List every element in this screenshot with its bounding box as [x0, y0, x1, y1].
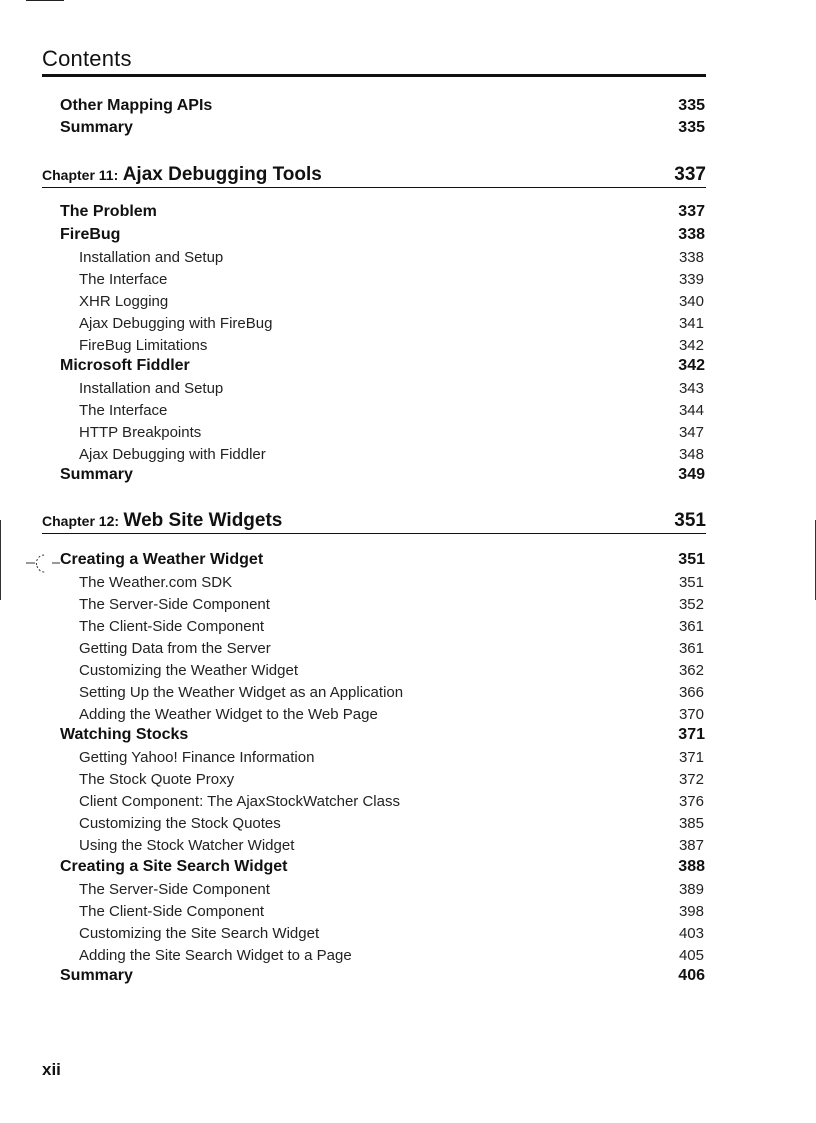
toc-entry-page: 361 — [678, 640, 704, 657]
toc-entry-page: 388 — [678, 858, 705, 875]
toc-entry-page: 349 — [678, 466, 705, 483]
toc-entry-title: Adding the Weather Widget to the Web Page — [79, 706, 378, 723]
toc-subsection-entry[interactable] — [0, 380, 705, 397]
toc-subsection-entry[interactable] — [0, 903, 705, 920]
toc-subsection-entry[interactable] — [0, 925, 705, 942]
toc-entry-title: Client Component: The AjaxStockWatcher Class — [79, 793, 400, 810]
toc-entry-title: Installation and Setup — [79, 380, 224, 397]
toc-entry-title: FireBug Limitations — [79, 337, 208, 354]
toc-entry-title: Summary — [60, 466, 133, 483]
toc-entry-title: Customizing the Weather Widget — [79, 662, 298, 679]
toc-subsection-entry[interactable] — [0, 596, 705, 613]
toc-entry-title: FireBug — [60, 226, 121, 243]
toc-entry-page: 387 — [678, 837, 704, 854]
toc-subsection-entry[interactable] — [0, 337, 705, 354]
toc-entry-page: 339 — [678, 271, 704, 288]
chapter-page: 351 — [674, 510, 706, 531]
toc-subsection-entry[interactable] — [0, 837, 705, 854]
chapter-label: Chapter 12: — [42, 513, 120, 529]
toc-subsection-entry[interactable] — [0, 315, 705, 332]
toc-entry-page: 370 — [678, 706, 704, 723]
toc-entry-page: 341 — [678, 315, 704, 332]
toc-section-entry[interactable] — [0, 726, 705, 744]
toc-entry-page: 366 — [678, 684, 704, 701]
toc-entry-title: Getting Yahoo! Finance Information — [79, 749, 315, 766]
toc-entry-title: The Client-Side Component — [79, 903, 265, 920]
toc-section-entry[interactable] — [0, 551, 705, 569]
toc-entry-page: 389 — [678, 881, 704, 898]
toc-entry-title: The Stock Quote Proxy — [79, 771, 235, 788]
toc-entry-page: 335 — [678, 119, 705, 136]
toc-subsection-entry[interactable] — [0, 749, 705, 766]
toc-entry-page: 338 — [678, 226, 705, 243]
toc-entry-title: The Interface — [79, 402, 168, 419]
toc-entry-title: Ajax Debugging with Fiddler — [79, 446, 266, 463]
toc-section-entry[interactable] — [0, 119, 705, 137]
toc-entry-page: 344 — [678, 402, 704, 419]
chapter-label: Chapter 11: — [42, 167, 119, 183]
toc-section-entry[interactable] — [0, 226, 705, 244]
toc-subsection-entry[interactable] — [0, 815, 705, 832]
toc-entry-title: XHR Logging — [79, 293, 169, 310]
toc-entry-title: The Problem — [60, 203, 157, 220]
toc-entry-page: 342 — [678, 337, 704, 354]
toc-section-entry[interactable] — [0, 466, 705, 484]
toc-entry-page: 335 — [678, 97, 705, 114]
toc-subsection-entry[interactable] — [0, 271, 705, 288]
chapter-title: Ajax Debugging Tools — [122, 164, 322, 185]
chapter-page: 337 — [674, 164, 706, 185]
toc-chapter-heading[interactable] — [42, 510, 706, 534]
toc-entry-title: Getting Data from the Server — [79, 640, 271, 657]
toc-entry-page: 351 — [678, 574, 704, 591]
toc-subsection-entry[interactable] — [0, 446, 705, 463]
toc-subsection-entry[interactable] — [0, 618, 705, 635]
toc-subsection-entry[interactable] — [0, 771, 705, 788]
toc-subsection-entry[interactable] — [0, 881, 705, 898]
page-title: Contents — [42, 46, 132, 71]
toc-entry-page: 340 — [678, 293, 704, 310]
toc-entry-page: 385 — [678, 815, 704, 832]
toc-entry-title: Installation and Setup — [79, 249, 224, 266]
toc-entry-page: 371 — [678, 749, 704, 766]
toc-entry-page: 371 — [678, 726, 705, 743]
toc-subsection-entry[interactable] — [0, 293, 705, 310]
toc-subsection-entry[interactable] — [0, 947, 705, 964]
toc-entry-page: 405 — [678, 947, 704, 964]
toc-section-entry[interactable] — [0, 858, 705, 876]
toc-entry-page: 338 — [678, 249, 704, 266]
toc-chapter-heading[interactable] — [42, 164, 706, 188]
toc-entry-page: 398 — [678, 903, 704, 920]
top-crop-mark — [26, 0, 64, 1]
toc-subsection-entry[interactable] — [0, 424, 705, 441]
toc-subsection-entry[interactable] — [0, 640, 705, 657]
toc-entry-title: HTTP Breakpoints — [79, 424, 202, 441]
toc-entry-page: 362 — [678, 662, 704, 679]
toc-entry-page: 348 — [678, 446, 704, 463]
toc-entry-title: Microsoft Fiddler — [60, 357, 190, 374]
header-rule — [42, 74, 706, 77]
toc-subsection-entry[interactable] — [0, 402, 705, 419]
toc-entry-page: 406 — [678, 967, 705, 984]
toc-entry-title: The Weather.com SDK — [79, 574, 233, 591]
toc-entry-page: 351 — [678, 551, 705, 568]
toc-entry-title: Summary — [60, 119, 133, 136]
toc-entry-title: Customizing the Stock Quotes — [79, 815, 281, 832]
page-number: xii — [42, 1060, 61, 1079]
toc-entry-title: Using the Stock Watcher Widget — [79, 837, 295, 854]
toc-entry-title: The Server-Side Component — [79, 881, 270, 898]
toc-entry-title: Watching Stocks — [60, 726, 189, 743]
toc-subsection-entry[interactable] — [0, 793, 705, 810]
toc-subsection-entry[interactable] — [0, 706, 705, 723]
toc-entry-title: The Client-Side Component — [79, 618, 265, 635]
toc-section-entry[interactable] — [0, 967, 705, 985]
toc-entry-title: Creating a Weather Widget — [60, 551, 264, 568]
toc-entry-page: 337 — [678, 203, 705, 220]
toc-entry-title: The Server-Side Component — [79, 596, 270, 613]
toc-entry-title: Creating a Site Search Widget — [60, 858, 288, 875]
toc-subsection-entry[interactable] — [0, 574, 705, 591]
toc-entry-title: Customizing the Site Search Widget — [79, 925, 320, 942]
toc-section-entry[interactable] — [0, 203, 705, 221]
toc-entry-title: Other Mapping APIs — [60, 97, 213, 114]
toc-entry-title: Setting Up the Weather Widget as an Application — [79, 684, 404, 701]
chapter-title: Web Site Widgets — [123, 510, 283, 531]
toc-entry-page: 352 — [678, 596, 704, 613]
toc-entry-page: 342 — [678, 357, 705, 374]
toc-entry-title: The Interface — [79, 271, 168, 288]
toc-subsection-entry[interactable] — [0, 684, 705, 701]
toc-entry-page: 403 — [678, 925, 704, 942]
toc-entry-title: Summary — [60, 967, 133, 984]
toc-section-entry[interactable] — [0, 357, 705, 375]
toc-subsection-entry[interactable] — [0, 249, 705, 266]
toc-entry-page: 361 — [678, 618, 704, 635]
toc-entry-page: 343 — [678, 380, 704, 397]
toc-entry-page: 376 — [678, 793, 704, 810]
toc-entry-page: 372 — [678, 771, 704, 788]
toc-subsection-entry[interactable] — [0, 662, 705, 679]
toc-entry-title: Ajax Debugging with FireBug — [79, 315, 273, 332]
toc-entry-page: 347 — [678, 424, 704, 441]
toc-section-entry[interactable] — [0, 97, 705, 115]
toc-entry-title: Adding the Site Search Widget to a Page — [79, 947, 352, 964]
